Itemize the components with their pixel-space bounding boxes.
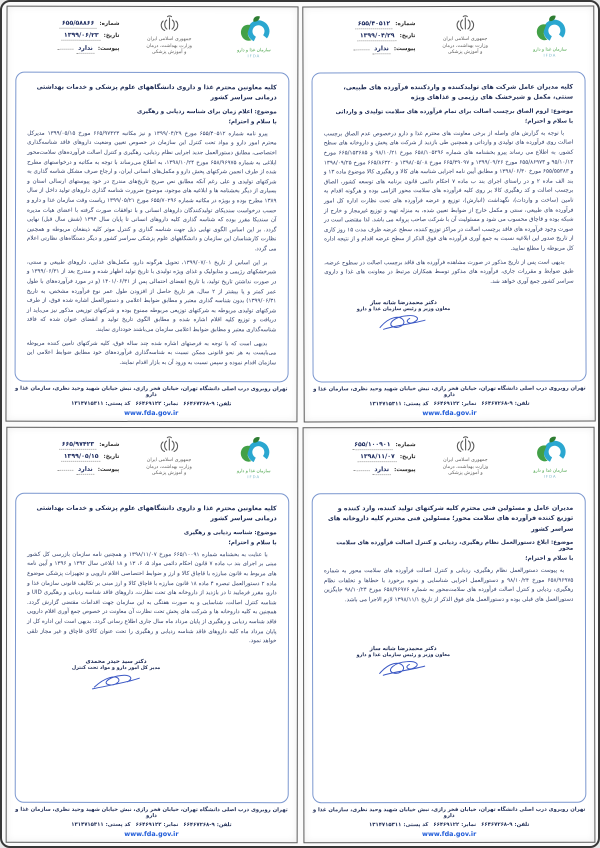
signature-scribble-icon: [376, 309, 430, 333]
fax-pair: [433, 400, 476, 406]
number-row: [311, 20, 415, 29]
number-row: [311, 441, 415, 450]
subject-line: موضوع: شناسه ردیابی و رهگیری: [183, 529, 277, 536]
letterhead: [311, 13, 585, 70]
body-paragraph: با توجه به گزارش های واصله از برخی معاونت های محترم غذا و دارو درخصوص عدم الصاق برچسب اصالت روی فرآورده های تولیدی و وارداتی و همچنین طی بازدید از شرکت های پخش و داروخانه های سطح کشور، به اطلاع می رساند پیرو بخشنامه های شماره ۶۵۸/۱۰۵۲۹۶ مورخ ۹۸/۱۰/۲۱ و ۶۶۵/۱۵۳۶۸۵ مورخ ۹۵/۱۰/۱۳ و ۶۵۵/۸۶۹۷۳ مورخ ۱۳۹۹/۰۹/۲۶ و ۶۶۵/۳۹۰۹۷ مورخ ۱۳۹۸/۰۵/۰۸ و ۶۶۵/۸۶۳۲۰ مورخ ۱۳۹۸/۰۹/۲۵ و ۶۵۵/۵۵۳۸۳ مورخ ۱۳۹۸/۰۶/۳۰ و مطابق آیین نامه اجرایی شناسه های کالا و رهگیری کالا موضوع ماده ۱۳ و بند الف ماده ۲ و در راستای اجرای بند ب ماده ۷ احکام دائمی قانون برنامه های توسعه کشور، الصاق برچسب اصالت و کد رهگیری کالا بر روی کلیه فرآورده های سلامت محور الزامی بوده و هرگونه اقدام به تامین (ساخت و واردات)، نگهداشت (انبارش)، توزیع و عرضه فرآورده های تحت نظارت اداره کل امور فرآورده های طبیعی، سنتی و مکمل خارج از ضوابط تعیین شده، به منزله تهیه و توزیع غیرمجاز و خارج از شبکه بوده و قاچاق محسوب می شود و مسئولیت آن با شرکت صاحب پروانه می باشد. لذا مقتضی است در صورت وجود فرآورده های فاقد برچسب اصالت در مراکز توزیع کننده، سطح عرضه ظرف مدت ۱۵ روز کاری از تاریخ صدور این ابلاغیه نسبت به جمع آوری فرآورده های فوق الذکر از سطح عرضه اقدام و از نتیجه اداره کل مربوطه را مطلع نمایید.: [323, 130, 574, 252]
letter-attachment: ندارد: [76, 45, 95, 54]
footer-address: تهران روبروی درب اصلی دانشگاه تهران، خیابان فخر رازی، نبش خیابان شهید وحید نظری، سازمان غذا و دارو: [312, 385, 586, 399]
iran-emblem-icon: [454, 15, 476, 33]
ifda-logo: [514, 14, 584, 58]
footer-website: www.fda.gov.ir: [421, 828, 476, 838]
ifda-logo-icon: [234, 14, 274, 44]
letterhead: [311, 433, 585, 490]
letter-date: ۱۳۹۹/۰۴/۲۹: [357, 32, 396, 41]
org-latin-caption: IFDA: [543, 473, 557, 479]
date-row: [311, 453, 415, 462]
ministry-caption-1: وزارت بهداشت، درمان: [146, 43, 192, 49]
fax-label: نمابر:: [460, 400, 476, 407]
ifda-logo-icon: [529, 14, 569, 44]
ministry-caption-1: وزارت بهداشت، درمان: [442, 464, 488, 470]
ministry-caption-2: و آموزش پزشکی: [447, 470, 483, 476]
fax-label: نمابر:: [460, 820, 476, 827]
date-row: [311, 32, 415, 41]
postal-label: کد پستی:: [105, 820, 131, 827]
attachment-row: [15, 44, 119, 54]
org-latin-caption: IFDA: [247, 473, 261, 479]
phone-value: ۶۶۴۶۷۲۶۸-۹: [480, 820, 512, 827]
letter-document-3: [6, 426, 298, 842]
letter-footer: [14, 382, 288, 417]
republic-caption: جمهوری اسلامی ایران: [146, 36, 192, 43]
signature-block: [356, 645, 450, 678]
recipient-line: مدیران عامل و مسئولین فنی محترم کلیه شرکتهای تولید کننده، وارد کننده و توزیع کننده فرآورده های سلامت محور؛ مسئولین فنی محترم کلیه داروخانه های سراسر کشور: [327, 504, 573, 533]
letter-attachment: ندارد: [76, 465, 95, 474]
footer-website: www.fda.gov.ir: [124, 408, 179, 417]
ministry-caption-2: و آموزش پزشکی: [151, 470, 187, 476]
reference-fields: [311, 20, 415, 57]
attachment-label: پیوست:: [97, 45, 120, 52]
attachment-row: [15, 464, 119, 474]
footer-address: تهران روبروی درب اصلی دانشگاه تهران، خیابان فخر رازی، نبش خیابان شهید وحید نظری، سازمان غذا و دارو: [312, 806, 585, 819]
date-label: تاریخ:: [103, 32, 120, 39]
ministry-emblem-block: [146, 435, 192, 477]
postal-pair: [369, 401, 428, 407]
attachment-label: پیوست:: [97, 466, 120, 473]
signatory-name: دکتر محمدرضا شانه ساز: [369, 645, 437, 652]
letter-attachment: ندارد: [372, 45, 391, 54]
date-row: [15, 452, 119, 461]
iran-emblem-icon: [158, 15, 180, 33]
footer-contacts: [312, 821, 586, 828]
letter-date: ۱۳۹۸/۱۱/۰۷: [358, 453, 397, 462]
republic-caption: جمهوری اسلامی ایران: [146, 457, 192, 463]
letter-body: [15, 492, 289, 802]
fax-pair: [135, 400, 178, 406]
org-caption: سازمان غذا و دارو: [532, 468, 567, 474]
phone-label: تلفن:: [513, 820, 529, 827]
phone-label: تلفن:: [514, 400, 530, 407]
fax-value: ۶۶۴۶۹۱۲۲: [135, 820, 162, 828]
attachment-label: پیوست:: [393, 466, 416, 473]
body-paragraph: بدیهی است پس از تاریخ مذکور در صورت مشاهده فرآورده های فاقد برچسب اصالت در سطوح عرضه، طبق ضوابط و مقررات جاری، فرآورده های مذکور توسط همکاران مرتبط در معاونت های غذا و داروی سراسر کشور جمع آوری خواهد شد.: [323, 259, 574, 285]
salutation: با سلام و احترام؛: [228, 118, 277, 126]
footer-website: www.fda.gov.ir: [421, 408, 477, 417]
postal-value: ۱۳۱۴۷۱۵۳۱۱: [71, 400, 104, 407]
letter-date: ۱۳۹۹/۰۶/۲۳: [62, 32, 101, 41]
footer-contacts: [14, 400, 288, 407]
ifda-logo-icon: [530, 434, 570, 464]
letter-body: [311, 72, 586, 383]
number-label: شماره:: [394, 21, 415, 28]
letter-footer: [15, 802, 289, 837]
signature-row: [324, 645, 574, 679]
org-caption: سازمان غذا و دارو: [236, 468, 271, 474]
letter-footer: [312, 802, 586, 837]
fax-label: نمابر:: [163, 400, 179, 407]
letterhead: [15, 13, 289, 70]
subject-line: موضوع: اعلام زمان برای شناسه ردیابی و رهگیری: [137, 108, 277, 116]
signatory-title: معاون وزیر و رئیس سازمان غذا و دارو: [356, 305, 450, 312]
phone-pair: [183, 401, 231, 407]
postal-value: ۱۳۱۴۷۱۵۳۱۱: [368, 821, 401, 828]
ministry-emblem-block: [146, 15, 192, 57]
postal-pair: [368, 821, 427, 827]
body-paragraph: پیرو نامه شماره ۶۵۵/۴۰۵۱۲ مورخ ۱۳۹۹/۰۴/۲۹ و نیز مکاتبه ۶۶۵/۹۷۴۲۳ مورخ ۱۳۹۹/۰۵/۱۵ مدیرکل محترم امور دارو و مواد تحت کنترل این سازمان در خصوص تعیین وضعیت داروهای فاقد شناسه‌گذاری اختصاصی، مطابق دستورالعمل جدید اجرایی نظام ردیابی، رهگیری و کنترل اصالت فرآورده‌های سلامت‌محور ابلاغی به شماره ۶۵۸/۹۶۹۷۵ مورخ ۱۳۹۸/۱۰/۲۴، به اطلاع می‌رساند با توجه به مکاتبه و درخواستهای مطرح شده از طرف انجمن شرکتهای پخش دارو و مکمل‌های انسانی ایران، و ارجاع صرف مشکل شناسه گذاری به شرکتهای تولیدی و علی رغم آنکه مطابق نص صریح تاریخ‌های مندرج در خود پیوستهای ارسالی استان و بسیاری از دیگر بخشنامه ها و ابلاغیه های موجود، موضوع ضرورت شناسه گذاری داروهای تولید داخل از سال ۱۳۸۹ مطرح بوده و بویژه در مکاتبه شماره ۶۵۵/۷۰۲۹۶ مورخ ۱۳۹۹/۰۵/۲۱ ریاست وقت سازمان غذا و دارو و حسب درخواست سندیکای تولیدکنندگان داروهای انسانی و با توافقات صورت گرفته با اعضای هیات مدیره آن سندیکا مقرر بوده که شناسه گذاری کلیه داروهای انسانی تا پایان سال ۱۳۹۴ (شش سال قبل) نهایی گردد. بر این اساس الگوی نهایی ذیل جهت شناسه گذاری و کنترل موثر کلیه ذینفعان مربوطه و همچنین نظارت کارشناسان این سازمان و دانشگاههای علوم پزشکی سراسر کشور و دیگر دستگاه‌های نظارتی اعلام می گردد.: [26, 130, 277, 253]
fax-pair: [136, 821, 179, 827]
fax-value: ۶۶۴۶۹۱۲۲: [135, 400, 162, 407]
fax-label: نمابر:: [163, 821, 179, 828]
reference-fields: [15, 440, 119, 477]
subject-line: موضوع: لزوم الصاق برچسب اصالت برای تمام فرآورده های سلامت تولیدی و وارداتی: [335, 108, 573, 116]
letter-number: ۶۶۵/۹۷۴۲۳: [60, 440, 97, 449]
attachment-row: [311, 465, 415, 475]
signature-block: [356, 299, 450, 332]
ministry-emblem-block: [442, 435, 488, 477]
salutation: با سلام و احترام؛: [524, 118, 573, 125]
body-paragraph: به پیوست دستورالعمل نظام رهگیری، ردیابی و کنترل اصالت فرآورده های سلامت محور به شماره ۶۵۸/۹۶۹۷۵ مورخ ۹۸/۱۰/۲۴ و دستورالعمل اجرایی شناسایی و نحوه برخورد با خطاها و تخلفات نظام رهگیری، ردیابی و کنترل اصالت فرآورده های سلامت‌محور به شماره ۶۵۸/۹۶۹۷۶ مورخ ۹۸/۱۰/۲۴ جایگزین دستورالعمل های قبلی بوده و دستورالعمل های فوق الذکر از تاریخ ۱۳۹۸/۱۱/۱ لازم الاجرا می باشد.: [323, 567, 573, 603]
postal-value: ۱۳۱۴۷۱۵۳۱۱: [71, 820, 104, 827]
fax-value: ۶۶۴۶۹۱۲۲: [432, 820, 459, 828]
footer-website: www.fda.gov.ir: [124, 828, 179, 838]
date-row: [15, 32, 119, 41]
recipient-line: کلیه معاونین محترم غذا و داروی دانشگاههای علوم پزشکی و خدمات بهداشتی درمانی سراسر کشور: [36, 504, 277, 523]
number-row: [15, 440, 119, 449]
footer-contacts: [15, 821, 289, 827]
phone-value: ۶۶۴۶۷۲۶۸-۹: [480, 400, 513, 407]
org-caption: سازمان غذا و دارو: [237, 48, 271, 54]
postal-pair: [71, 821, 130, 827]
body-paragraph: بدیهی است که با توجه به فرصتهای اشاره شده چند ساله فوق، کلیه شرکتهای تامین کننده مربوطه می‌بایست به هر نحو قانونی ممکن نسبت به شناسه‌گذاری فرآورده‌های خود مطابق ضوابط اعلامی این سازمان اقدام نموده و سپس نسبت به ورود آن به بازار اقدام نمایند.: [26, 340, 277, 367]
number-label: شماره:: [99, 441, 120, 448]
letter-document-1: [5, 6, 298, 422]
number-row: [15, 20, 119, 29]
org-latin-caption: IFDA: [247, 53, 261, 59]
phone-pair: [183, 821, 231, 827]
ministry-caption-1: وزارت بهداشت، درمان: [146, 464, 192, 470]
signature-scribble-icon: [376, 654, 430, 678]
postal-label: کد پستی:: [105, 400, 131, 407]
dotted-line: [57, 464, 73, 470]
iran-emblem-icon: [454, 435, 476, 453]
ifda-logo: [219, 435, 289, 479]
republic-caption: جمهوری اسلامی ایران: [442, 36, 487, 43]
ifda-logo-icon: [234, 435, 274, 465]
fax-pair: [433, 821, 476, 827]
body-paragraph: بر این اساس از تاریخ ۱۳۹۹/۰۷/۰۱، تحویل هرگونه دارو، مکمل‌های غذایی، داروهای طبیعی و سنتی، شیرخشکهای رژیمی و متابولیک و غذای ویژه تولیدی با تاریخ تولید اظهار شده و مندرج بعد از ۱۳۹۹/۰۶/۳۱ و در صورت نداشتن تاریخ تولید، با تاریخ انقضای احتمالی پس از ۱۴۰۱/۰۶/۳۱ (و در مورد فرآورده‌های با طول عمر کمتر و یا بیشتر از ۲ سال، هر تاریخ حاصل از افزودن طول عمر نوع فرآورده مشخص، به تاریخ ۱۳۹۹/۰۶/۳۱) بدون شناسه گذاری معتبر و مطابق ضوابط اعلامی و دستورالعمل اشاره شده فوق، از طرف شرکتهای تولیدی مربوطه به شرکتهای توزیعی مربوطه ممنوع بوده و شرکتهای توزیعی مذکور نیز می‌باید از دریافت و توزیع کلیه اقلام اشاره شده و مطابق الگوی تاریخ تولید و انقضای عنوان شده که فاقد شناسه‌گذاری معتبر و مطابق ضوابط اعلامی سازمان می‌باشند خودداری نمایند.: [26, 259, 277, 334]
org-caption: سازمان غذا و دارو: [532, 47, 567, 53]
phone-value: ۶۶۴۶۷۲۶۸-۹: [183, 821, 215, 828]
signature-block: [72, 658, 161, 691]
phone-pair: [481, 400, 529, 406]
signatory-name: دکتر محمدرضا شانه ساز: [369, 299, 437, 306]
attachment-row: [311, 44, 415, 54]
letter-date: ۱۳۹۹/۰۵/۱۵: [62, 452, 101, 461]
signature-scribble-icon: [89, 667, 143, 691]
letter-number: ۶۵۵/۱۰۰۹۰۱: [352, 441, 392, 450]
ifda-logo: [219, 14, 289, 58]
letter-body: [311, 492, 585, 803]
letter-document-4: [302, 426, 594, 842]
postal-label: کد پستی:: [403, 400, 429, 407]
iran-emblem-icon: [158, 436, 180, 454]
phone-label: تلفن:: [216, 400, 232, 407]
letter-document-2: [302, 5, 595, 422]
letter-number: ۶۵۵/۵۸۸۶۶: [60, 20, 97, 29]
postal-value: ۱۳۱۴۷۱۵۳۱۱: [368, 400, 402, 407]
ministry-emblem-block: [442, 15, 488, 57]
letter-footer: [312, 382, 586, 417]
number-label: شماره:: [394, 441, 416, 448]
recipient-line: کلیه مدیران عامل شرکت های تولیدکننده و واردکننده فرآورده های طبیعی، سنتی، مکمل و شیرخشک های رژیمی و غذاهای ویژه: [342, 83, 573, 102]
dotted-line: [57, 44, 73, 50]
letter-attachment: ندارد: [372, 466, 391, 475]
date-label: تاریخ:: [103, 453, 120, 460]
dotted-line: [353, 44, 369, 50]
reference-fields: [311, 441, 415, 478]
signatory-name: دکتر سید حیدر محمدی: [85, 658, 147, 665]
date-label: تاریخ:: [399, 453, 416, 460]
org-latin-caption: IFDA: [543, 52, 556, 58]
phone-label: تلفن:: [216, 821, 232, 828]
phone-value: ۶۶۴۶۷۲۶۸-۹: [183, 400, 215, 407]
number-label: شماره:: [99, 20, 120, 27]
letter-number: ۶۵۵/۴۰۵۱۲: [355, 20, 392, 29]
postal-label: کد پستی:: [402, 821, 428, 828]
signatory-title: معاون وزیر و رئیس سازمان غذا و دارو: [355, 651, 450, 658]
ministry-caption-2: و آموزش پزشکی: [151, 50, 187, 56]
date-label: تاریخ:: [399, 33, 415, 40]
fax-value: ۶۶۴۶۹۱۲۲: [433, 400, 460, 407]
ifda-logo: [515, 434, 585, 478]
salutation: با سلام و احترام؛: [228, 539, 277, 546]
ministry-caption-2: و آموزش پزشکی: [447, 50, 482, 56]
phone-pair: [481, 821, 529, 827]
signatory-title: مدیر کل امور دارو و مواد تحت کنترل: [71, 664, 161, 671]
ministry-caption-1: وزارت بهداشت، درمان: [441, 43, 488, 49]
subject-line: موضوع: ابلاغ دستورالعمل نظام رهگیری، ردیابی و کنترل اصالت فرآورده های سلامت محور: [335, 539, 573, 552]
postal-pair: [71, 400, 130, 406]
letterhead: [15, 433, 289, 489]
signature-row: [27, 658, 277, 691]
attachment-label: پیوست:: [393, 46, 415, 53]
republic-caption: جمهوری اسلامی ایران: [442, 457, 488, 463]
reference-fields: [15, 20, 119, 57]
letter-body: [15, 72, 289, 383]
recipient-line: کلیه معاونین محترم غذا و داروی دانشگاههای علوم پزشکی و خدمات بهداشتی درمانی سراسر کشور: [36, 83, 277, 102]
salutation: با سلام و احترام؛: [524, 555, 573, 562]
footer-contacts: [312, 400, 586, 407]
footer-address: تهران روبروی درب اصلی دانشگاه تهران، خیابان فخر رازی، نبش خیابان شهید وحید نظری، سازمان غذا و دارو: [15, 806, 288, 819]
dotted-line: [353, 465, 369, 471]
footer-address: تهران روبروی درب اصلی دانشگاه تهران، خیابان فخر رازی، نبش خیابان شهید وحید نظری، سازمان غذا و دارو: [15, 385, 288, 399]
body-paragraph: با عنایت به بخشنامه شماره ۶۶۵/۱۰۰۹۱ مورخ ۱۳۹۸/۱۱/۰۷ و همچنین نامه سازمان بازرسی کل کشور مبنی بر اجرای بند ب ماده ۷ قانون احکام دائمی مواد ۵، ۶، ۱۳ و ۱۸ ابلاغی سال ۱۳۹۲ و ۱۳۹۶ و آیین نامه های مربوط به قانون مبارزه با قاچاق کالا و ارز و ضوابط اختصاصی اقلام دارویی و تجهیزات پزشکی موضوع ماده ۲ دستورالعمل تبصره ۴ ماده ۱۸ قانون مبارزه با قاچاق کالا و ارز مبنی بر تکالیف قانونی سازمان غذا و دارو، مقرر فرمایید تا در بازدید از داروخانه های تحت نظارت، داروهای فاقد شناسه ردیابی و رهگیری UID و شناسه کنترل اصالت، شناسایی و به صورت هفتگی به این سازمان جهت اقدامات مقتضی گزارش گردد. همچنین به کلیه داروخانه ها و شرکت های پخش تحت نظارت آن معاونت در خصوص جمع آوری اقلام دارویی فاقد شناسه ردیابی و رهگیری از پایان مرداد ماه سال جاری اطلاع رسانی گردد. بدیهی است این اداره کل از پایان مرداد ماه کلیه داروهای فاقد شناسه ردیابی و رهگیری را تحت عنوان کالای قاچاق و غیر مجاز تلقی خواهد نمود.: [27, 551, 277, 644]
signature-row: [324, 299, 574, 333]
